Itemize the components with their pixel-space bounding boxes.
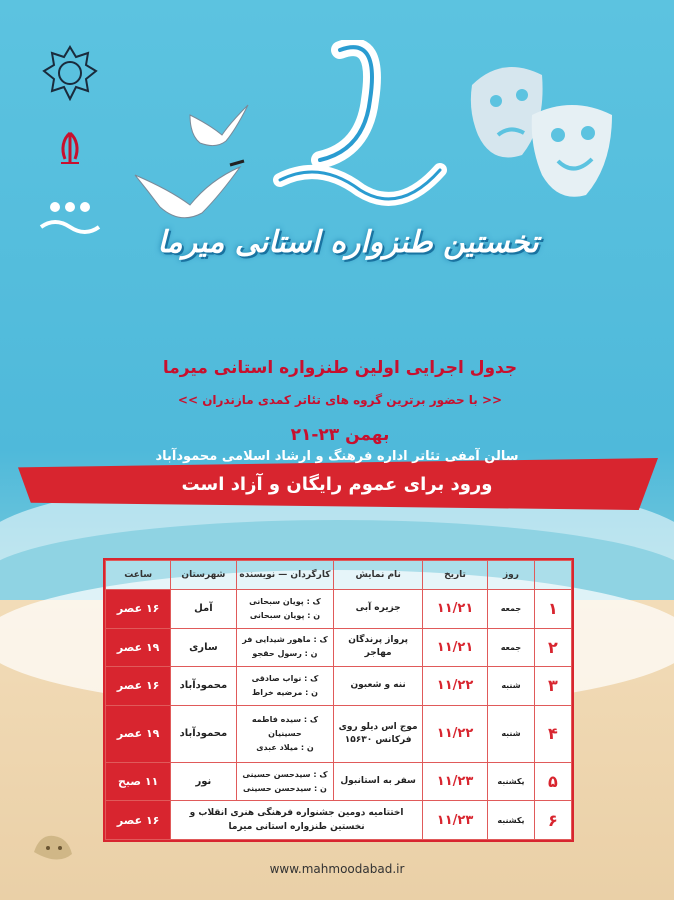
row-director: ک : سیده فاطمه حسینیان xyxy=(251,714,319,738)
row-city: ساری xyxy=(171,628,236,667)
festival-dates: ۲۱-۲۳ بهمن xyxy=(290,425,390,445)
mirma-logo-icon xyxy=(260,40,460,220)
row-city: آمل xyxy=(171,590,236,629)
row-number: ۶ xyxy=(534,801,571,840)
emblem-icon xyxy=(42,45,98,101)
table-header-row xyxy=(106,561,572,590)
row-director: ک : ماهور شیدایی فر xyxy=(242,635,328,645)
row-closing-ceremony: اختتامیه دومین جشنواره فرهنگی هنری انقلاب و نخستین طنزواره استانی میرما xyxy=(171,801,423,840)
header-day: روز xyxy=(488,561,535,590)
row-writer: ن : سیدحسن حسینی xyxy=(243,783,327,793)
row-director: ک : سیدحسن حسینی xyxy=(242,769,328,779)
row-day: یکشنبه xyxy=(488,762,535,801)
row-time: ۱۶ عصر xyxy=(106,801,171,840)
row-show: موج اس دیلو روی فرکانس ۱۵۶۳۰ xyxy=(334,705,423,762)
row-crew xyxy=(236,590,334,629)
row-date: ۱۱/۲۳ xyxy=(422,762,487,801)
row-writer: ن : رسول حقجو xyxy=(252,649,318,659)
sponsor-logos xyxy=(30,45,110,265)
row-number: ۵ xyxy=(534,762,571,801)
row-writer: ن : مرضیه خراط xyxy=(251,687,318,697)
schedule-table xyxy=(103,558,574,842)
row-show: جزیره آبی xyxy=(334,590,423,629)
schedule-subline: << با حضور برترین گروه های تئاتر کمدی مازندران >> xyxy=(177,393,503,407)
row-time: ۱۶ عصر xyxy=(106,667,171,706)
row-time: ۱۶ عصر xyxy=(106,590,171,629)
association-logo-icon xyxy=(35,197,105,237)
row-crew xyxy=(236,628,334,667)
table-row xyxy=(106,762,572,801)
row-crew xyxy=(236,667,334,706)
table-row xyxy=(106,801,572,840)
row-day: جمعه xyxy=(488,628,535,667)
row-number: ۳ xyxy=(534,667,571,706)
row-crew xyxy=(236,705,334,762)
row-number: ۱ xyxy=(534,590,571,629)
row-time: ۱۹ عصر xyxy=(106,628,171,667)
row-date: ۱۱/۲۱ xyxy=(422,628,487,667)
row-number: ۲ xyxy=(534,628,571,667)
row-show: ننه و شعبون xyxy=(334,667,423,706)
row-city: محمودآباد xyxy=(171,667,236,706)
row-writer: ن : میلاد عبدی xyxy=(256,742,314,752)
header-city: شهرستان xyxy=(171,561,236,590)
website-link[interactable]: www.mahmoodabad.ir xyxy=(269,862,405,876)
row-city: نور xyxy=(171,762,236,801)
row-number: ۴ xyxy=(534,705,571,762)
row-day: جمعه xyxy=(488,590,535,629)
row-date: ۱۱/۲۲ xyxy=(422,667,487,706)
row-day: شنبه xyxy=(488,705,535,762)
festival-title: تخستین طنزواره استانی میرما xyxy=(157,225,539,260)
row-date: ۱۱/۲۲ xyxy=(422,705,487,762)
row-writer: ن : پویان سبحانی xyxy=(249,610,321,620)
row-city: محمودآباد xyxy=(171,705,236,762)
venue-text: سالن آمفی تئاتر اداره فرهنگ و ارشاد اسلامی محمودآباد xyxy=(155,449,519,464)
header-num xyxy=(534,561,571,590)
header-crew: کارگردان — نویسنده xyxy=(236,561,334,590)
row-director: ک : نواب صادقی xyxy=(251,673,319,683)
seagull-icon xyxy=(130,95,260,245)
row-director: ک : پویان سبحانی xyxy=(249,596,321,606)
header-show: نام نمایش xyxy=(334,561,423,590)
row-date: ۱۱/۲۳ xyxy=(422,801,487,840)
table-row xyxy=(106,590,572,629)
row-crew xyxy=(236,762,334,801)
row-time: ۱۹ عصر xyxy=(106,705,171,762)
row-date: ۱۱/۲۱ xyxy=(422,590,487,629)
row-show: سفر به استانبول xyxy=(334,762,423,801)
header-time: ساعت xyxy=(106,561,171,590)
table-row xyxy=(106,628,572,667)
row-day: یکشنبه xyxy=(488,801,535,840)
table-row xyxy=(106,667,572,706)
header-date: تاریخ xyxy=(422,561,487,590)
schedule-headline: جدول اجرایی اولین طنزواره استانی میرما xyxy=(162,358,518,378)
row-day: شنبه xyxy=(488,667,535,706)
entry-text: ورود برای عموم رایگان و آزاد است xyxy=(181,474,493,495)
theater-masks-icon xyxy=(462,55,622,215)
row-show: پرواز پرندگان مهاجر xyxy=(334,628,423,667)
row-time: ۱۱ صبح xyxy=(106,762,171,801)
iran-emblem-icon xyxy=(53,129,87,169)
table-row xyxy=(106,705,572,762)
